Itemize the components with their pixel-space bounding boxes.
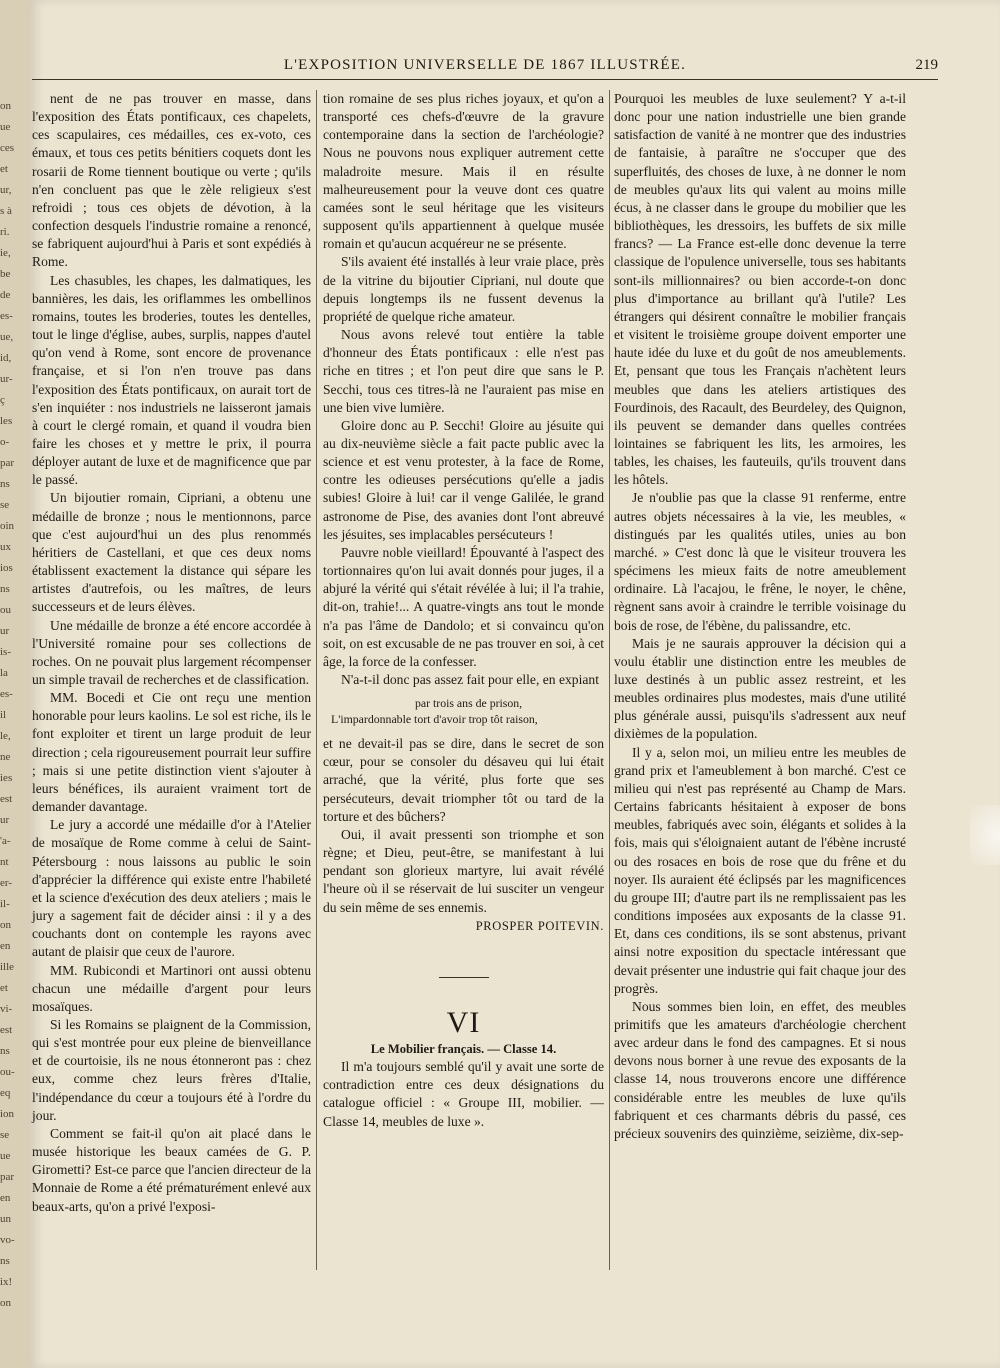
header-rule <box>32 79 938 80</box>
edge-text-fragment: le, <box>0 730 11 742</box>
text-column-right <box>614 90 906 1143</box>
edge-text-fragment: ns <box>0 583 10 595</box>
edge-text-fragment: ns <box>0 478 10 490</box>
edge-text-fragment: s à <box>0 205 12 217</box>
column-divider <box>316 90 317 1270</box>
paragraph: Si les Romains se plaignent de la Commission, qui s'est montrée pour eux pleine de bienveillance et de courtoisie, ils ne nous étonneront pas : chez eux, comme chez leurs frères d'Italie, l'indépendance du cœur a toujours été à l'ordre du jour. <box>32 1016 311 1123</box>
verse-line: par trois ans de prison, <box>415 696 523 711</box>
edge-text-fragment: be <box>0 268 11 280</box>
author-signature: PROSPER POITEVIN. <box>475 918 604 933</box>
edge-text-fragment: ou <box>0 604 11 616</box>
edge-text-fragment: nt <box>0 856 9 868</box>
edge-text-fragment: par <box>0 1171 15 1183</box>
edge-text-fragment: id, <box>0 352 12 364</box>
edge-text-fragment: ces <box>0 142 15 154</box>
edge-text-fragment: ios <box>0 562 13 574</box>
paragraph: Les chasubles, les chapes, les dalmatiques, les bannières, les dais, les oriflammes les ombellinos romains, toutes les broderies, toutes les dentelles, tout le linge d'église, aubes, surplis, nappes d'autel qu'on vend à Rome, sont encore de provenance française, et si l'on n'en trouve pas dans l'exposition des États pontificaux, on aurait tort de s'en inquiéter : nos industriels ne laisseront jamais à court le clergé romain, et quand il voudra bien faire les choses et y mettre le prix, il pourra déployer autant de luxe et de magnificence que par le passé. <box>32 272 311 488</box>
edge-text-fragment: les <box>0 415 13 427</box>
edge-text-fragment: de <box>0 289 11 301</box>
paragraph: Nous avons relevé tout entière la table d'honneur des États pontificaux : elle n'est pas riche en titres ; et l'on peut dire que sans le P. Secchi, tous ces titres-là ne l'auraient pas mise en une bien vive lumière. <box>323 327 604 415</box>
edge-text-fragment: vo- <box>0 1234 15 1246</box>
paragraph: tion romaine de ses plus riches joyaux, et qu'on a transporté ces chefs-d'œuvre de la gravure contemporaine dans la section de l'archéologie? Nous ne pouvons nous expliquer autrement cette maladroite mesure. Mais il en résulte malheureusement pour la veuve dont ces quatre camées sont le seul héritage que les visiteurs supposent qu'ils appartiennent à quelque musée romain et qu'aucun acquéreur ne se présente. <box>323 91 604 252</box>
edge-text-fragment: ie, <box>0 247 11 259</box>
paragraph: Pourquoi les meubles de luxe seulement? Y a-t-il donc pour une nation industrielle une bien grande satisfaction de vanité à ne montrer que des industries de fantaisie, à paraître ne s'occuper que des superfluités, des choses de luxe, à ne donner le nom de meubles qu'aux lits qui valent au moins mille écus, à ne classer dans le groupe du mobilier que les bibliothèques, les dressoirs, les buffets de six mille francs? — La France est-elle donc devenue la terre classique de l'opulence universelle, tous ses habitants sont-ils millionnaires? ou bien accorde-t-on donc plus d'importance au brillant qu'à l'utile? Les étrangers qui désirent connaître le mobilier français et visitent le troisième groupe doivent emporter une haute idée du luxe et du goût de nos ameublements. Et, pensant que tous les Français n'achètent leurs meubles que dans les ateliers artistiques des Fourdinois, des Racault, des Beurdeley, des Quignon, ils peuvent se demander dans quelles contrées lointaines se fabriquent les lits, les armoires, les tables, les chaises, les fauteuils, qu'ils trouvent dans les hôtels. <box>614 91 906 488</box>
edge-text-fragment: ns <box>0 1255 10 1267</box>
edge-text-fragment: er- <box>0 877 12 889</box>
edge-text-fragment: ou- <box>0 1066 15 1078</box>
paragraph: S'ils avaient été installés à leur vraie place, près de la vitrine du bijoutier Cipriani, nul doute que depuis longtemps ils ne fussent devenus la propriété de quelque riche amateur. <box>323 254 604 324</box>
paragraph: Le jury a accordé une médaille d'or à l'Atelier de mosaïque de Rome comme à celui de Saint-Pétersbourg : nous laissons au public le soin d'apprécier la différence qui existe entre l'habileté et la science d'exécution des deux ateliers ; mais le jury a sagement fait de décider ainsi : il y a des couchants dont on contemple les rayons avec autant de plaisir que ceux de l'aurore. <box>32 817 311 960</box>
edge-text-fragment: ion <box>0 1108 15 1120</box>
page-header <box>32 57 938 79</box>
paragraph: MM. Bocedi et Cie ont reçu une mention honorable pour leurs kaolins. Le sol est riche, ils le font exploiter et tirent un large produit de leur direction ; cela rigoureusement pourrait leur suffire ; mais si une petite distinction vient s'ajouter à leurs bénéfices, ils auraient vraiment tort de demander davantage. <box>32 690 311 815</box>
edge-text-fragment: es- <box>0 310 13 322</box>
paragraph: Un bijoutier romain, Cipriani, a obtenu une médaille de bronze ; nous le mentionnons, parce que c'est aujourd'hui un des plus renommés héritiers de Castellani, et que ces deux noms établissent exactement la distance qui sépare les artistes d'autrefois, ou les maîtres, de leurs successeurs et de leurs élèves. <box>32 490 311 615</box>
verse-line: L'impardonnable tort d'avoir trop tôt raison, <box>331 712 538 727</box>
edge-text-fragment: 'a- <box>0 835 11 847</box>
paragraph: Pauvre noble vieillard! Épouvanté à l'aspect des tortionnaires qu'on lui avait donnés pour juges, il a abjuré la vérité qui s'était révélée à lui; il l'a trahie, dit-on, trahie!... A quatre-vingts ans tout le monde n'a pas l'âme de Dandolo; et si convaincu qu'on soit, on est excusable de ne pas trouver en soi, à cet âge, la force de la confesser. <box>323 544 604 669</box>
column-divider <box>609 90 610 1270</box>
section-number: VI <box>446 1005 481 1039</box>
edge-text-fragment: ies <box>0 772 13 784</box>
paragraph: N'a-t-il donc pas assez fait pour elle, en expiant <box>341 672 599 687</box>
edge-text-fragment: ue, <box>0 331 14 343</box>
edge-text-fragment: ur <box>0 625 10 637</box>
paragraph: Nous sommes bien loin, en effet, des meubles primitifs que les amateurs d'archéologie cherchent avec ardeur dans le fond des campagnes. Et si nous devons nous borner à une revue des exposants de la classe 14, nous trouverons encore une différence considérable entre les meubles de luxe qu'ils fabriquent et ces charmants débris du passé, ces précieux souvenirs des quinzième, seizième, dix-sep- <box>614 998 906 1141</box>
edge-text-fragment: ne <box>0 751 11 763</box>
edge-text-fragment: is- <box>0 646 11 658</box>
edge-text-fragment: ur <box>0 814 10 826</box>
paragraph: Une médaille de bronze a été encore accordée à l'Université romaine pour ses collections de roches. On ne pouvait plus largement récompenser un simple travail de recherches et de classification. <box>32 617 311 687</box>
edge-text-fragment: on <box>0 100 11 112</box>
edge-text-fragment: es- <box>0 688 13 700</box>
paragraph: Il m'a toujours semblé qu'il y avait une sorte de contradiction entre ces deux désignations du catalogue officiel : « Groupe III, mobilier. — Classe 14, meubles de luxe ». <box>323 1059 604 1129</box>
edge-text-fragment: ç <box>0 394 5 406</box>
page-number: 219 <box>915 57 938 73</box>
edge-text-fragment: ille <box>0 961 15 973</box>
edge-text-fragment: ux <box>0 541 11 553</box>
adjacent-page-edge <box>0 0 32 1368</box>
edge-text-fragment: il <box>0 709 7 721</box>
edge-text-fragment: ue <box>0 1150 11 1162</box>
paragraph: et ne devait-il pas se dire, dans le secret de son cœur, pour se consoler du désaveu qui lui était arraché, que la vérité, plus forte que ses persécuteurs, devait triompher tôt ou tard de la torture et des bûchers? <box>323 736 604 824</box>
edge-text-fragment: la <box>0 667 8 679</box>
edge-text-fragment: un <box>0 1213 11 1225</box>
edge-text-fragment: on <box>0 1297 11 1309</box>
page-glare <box>970 805 1000 865</box>
paragraph: Gloire donc au P. Secchi! Gloire au jésuite qui au dix-neuvième siècle a fait pacte public avec la science et est venu protester, à la face de Rome, contre les odieuses persécutions qu'elle a jadis subies! Gloire à lui! car il venge Galilée, le grand astronome de Pise, des avanies dont l'ont abreuvé les jésuites, ses implacables persécuteurs ! <box>323 417 604 542</box>
edge-text-fragment: est <box>0 793 13 805</box>
edge-text-fragment: vi- <box>0 1003 13 1015</box>
edge-text-fragment: ns <box>0 1045 10 1057</box>
edge-text-fragment: on <box>0 919 11 931</box>
edge-text-fragment: et <box>0 982 8 994</box>
running-title: L'EXPOSITION UNIVERSELLE DE 1867 ILLUSTRÉE. <box>283 57 687 73</box>
edge-text-fragment: ix! <box>0 1276 13 1288</box>
paragraph: Oui, il avait pressenti son triomphe et son règne; et Dieu, peut-être, se manifestant à lui pendant son glorieux martyre, lui avait révélé l'heure où il se réservait de lui susciter un vengeur du sein même de ses ennemis. <box>323 826 604 915</box>
paragraph: Il y a, selon moi, un milieu entre les meubles de grand prix et l'ameublement à bon marché. C'est ce milieu qui n'est pas représenté au Champ de Mars. Certains fabricants hésitaient à exposer de bons meubles, fabriqués avec soin, élégants et solides à la fois, mais qui s'éloignaient autant de l'ébène incrusté ou des rosaces en bois de rose que du frêne et du noyer. Ils auraient été éclipsés par les magnificences du groupe III; d'autre part ils ne remplissaient pas les conditions imposées aux exposants de la classe 91. Et, dans ces conditions, ils se sont abstenus, privant ainsi notre exposition du spectacle intéressant que devait présenter une industrie qui fait chaque jour des progrès. <box>614 744 906 996</box>
edge-text-fragment: ue <box>0 121 11 133</box>
section-heading: Le Mobilier français. — Classe 14. <box>370 1041 557 1056</box>
paragraph: Mais je ne saurais approuver la décision qui a voulu établir une distinction entre les meubles de luxe destinés à un public assez restreint, et les meubles ordinaires plus modestes, mais d'une utilité plus générale aussi, puisqu'ils s'adressent aux neuf dixièmes de la population. <box>614 635 906 742</box>
edge-text-fragment: en <box>0 940 11 952</box>
edge-text-fragment: en <box>0 1192 11 1204</box>
edge-text-fragment: se <box>0 499 10 511</box>
text-column-middle <box>323 90 604 1131</box>
text-column-left <box>32 90 311 1216</box>
paragraph: nent de ne pas trouver en masse, dans l'exposition des États pontificaux, ces chapelets, ces scapulaires, ces médailles, ces ex-voto, ces émaux, et tous ces petits bénitiers coquets dont les rosarii de Rome tiennent boutique ou verte ; qu'ils n'en concluent pas que le zèle religieux s'est refroidi ; tous ces objets de dévotion, à la confection desquels l'industrie romaine a renoncé, se fabriquent aujourd'hui à Paris et sont expédiés à Rome. <box>32 91 311 270</box>
edge-text-fragment: et <box>0 163 8 175</box>
edge-text-fragment: oin <box>0 520 15 532</box>
paragraph: Comment se fait-il qu'on ait placé dans le musée historique les beaux camées de G. P. Girometti? Est-ce parce que l'ancien directeur de la Monnaie de Rome a été prématurément enlevé aux beaux-arts, qu'on a privé l'exposi- <box>32 1125 311 1214</box>
edge-text-fragment: o- <box>0 436 10 448</box>
verse-quotation <box>323 695 604 727</box>
edge-text-fragment: il- <box>0 898 10 910</box>
paragraph: MM. Rubicondi et Martinori ont aussi obtenu chacun une médaille d'argent pour leurs mosaïques. <box>32 962 311 1014</box>
section-divider <box>439 977 489 978</box>
edge-text-fragment: ur- <box>0 373 13 385</box>
edge-text-fragment: est <box>0 1024 13 1036</box>
paragraph: Je n'oublie pas que la classe 91 renferme, entre autres objets nécessaires à la vie, les meubles, « distingués par les qualités utiles, unies au bon marché. » C'est donc là que le visiteur trouvera les spécimens les mieux faits de notre ameublement ordinaire. Là l'acajou, le frêne, le noyer, le chêne, règnent sans avoir à craindre le terrible voisinage du bois de rose, de l'ébène, du palissandre, etc. <box>614 490 906 633</box>
edge-text-fragment: par <box>0 457 15 469</box>
edge-text-fragment: se <box>0 1129 10 1141</box>
edge-text-fragment: ur, <box>0 184 12 196</box>
edge-text-fragment: ri. <box>0 226 10 238</box>
edge-text-fragment: eq <box>0 1087 11 1099</box>
